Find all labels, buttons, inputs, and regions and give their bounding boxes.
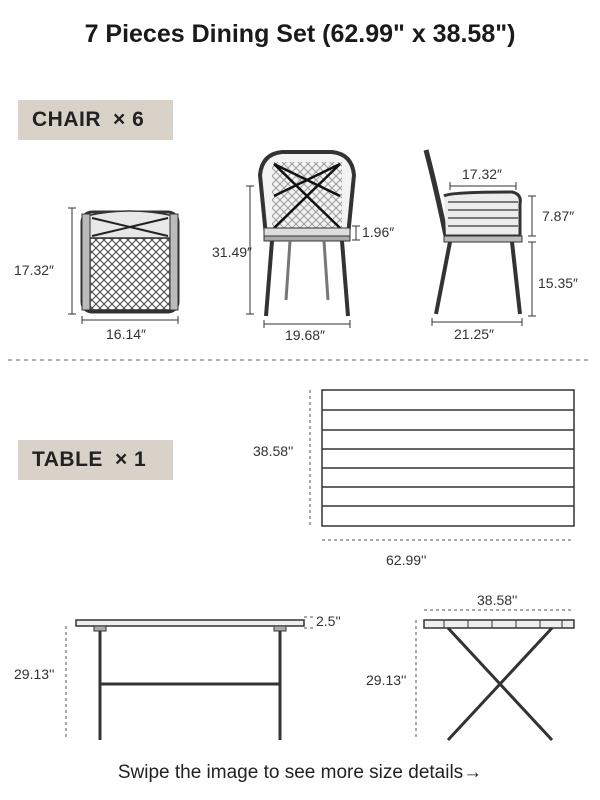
table-side-width-label: 38.58'' (477, 592, 518, 608)
table-front-view (76, 620, 304, 740)
table-top-thickness-label: 2.5'' (316, 613, 341, 629)
table-front-dim-lines (66, 617, 314, 740)
chair-top-depth-label: 17.32″ (14, 262, 54, 278)
table-top-length-label: 62.99'' (386, 552, 427, 568)
chair-top-view (82, 211, 178, 312)
chair-count: × 6 (113, 108, 145, 131)
table-top-view (322, 390, 574, 526)
table-top-depth-label: 38.58'' (253, 443, 294, 459)
page-title: 7 Pieces Dining Set (62.99" x 38.58") (84, 20, 516, 48)
chair-front-height-label: 31.49″ (212, 244, 252, 260)
chair-back-height-label: 7.87″ (542, 208, 575, 224)
table-front-height-label: 29.13'' (14, 666, 55, 682)
chair-armrest-depth-label: 17.32″ (462, 166, 502, 182)
chair-side-depth-label: 21.25″ (454, 326, 494, 342)
table-side-view (424, 620, 574, 740)
chair-top-width-label: 16.14″ (106, 326, 146, 342)
chair-label: CHAIR (32, 108, 101, 131)
table-side-height-label: 29.13'' (366, 672, 407, 688)
chair-front-view (260, 152, 354, 316)
chair-front-width-label: 19.68″ (285, 327, 325, 343)
swipe-hint: Swipe the image to see more size details→ (117, 762, 483, 783)
table-label: TABLE (32, 448, 103, 471)
table-count: × 1 (114, 448, 147, 471)
chair-seat-height-label: 15.35″ (538, 275, 578, 291)
chair-seat-thickness-label: 1.96″ (362, 224, 395, 240)
table-top-dim-lines (310, 390, 574, 540)
